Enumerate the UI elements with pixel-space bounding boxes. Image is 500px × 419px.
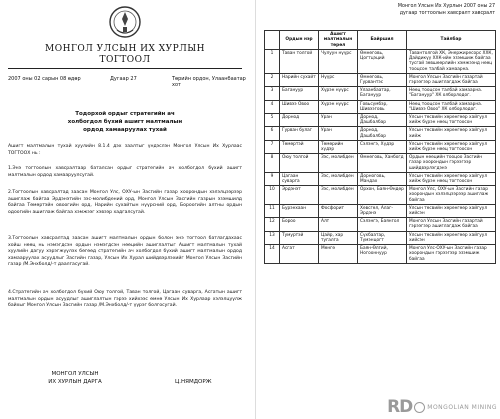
column-header-note: Тайлбар	[407, 31, 496, 50]
watermark-logo: RD	[387, 397, 413, 417]
deposits-table	[264, 30, 496, 264]
deposit-name-cell: Бурэнхаан	[280, 204, 319, 217]
mineral-type-cell: Цайр, хар тугалга	[319, 231, 358, 244]
annex-page	[255, 0, 500, 419]
mineral-type-cell: Фосфорит	[319, 204, 358, 217]
note-cell: Улсын төсвийн хөрөнгөөр хайгуул хийж	[407, 127, 496, 140]
mineral-type-cell: Хүрэн нүүрс	[319, 87, 358, 100]
row-number-cell: 6	[265, 127, 280, 140]
document-title-line2: ТОГТООЛ	[99, 55, 151, 65]
table-row	[265, 154, 496, 173]
clause-3-paragraph: 3.Тогтоолын хавсралтад заасан ашигт малтмалын ордын болон энэ тогтоол батлагдахаас хойш нөөц нь нэмэгдсэн ордын нэмэгдсэн нөөцийн ашиглалтыг Ашигт малтмалын тухай хуулийн дагуу хэрэгжүүлэх бөгөөд стратегийн ач холбогдол бүхий ашигт малтмалын ордод хамааруулах асуудлыг Засгийн газар, Улсын Их Хурал шийдвэрлэхийг Монгол Улсын Засгийн газар /М.Энхболд/-т даалгасугай.	[8, 236, 242, 268]
heading-line: холбогдол бүхий ашигт малтмалын	[67, 119, 183, 125]
mineral-type-cell: Уран	[319, 114, 358, 127]
document-number: Дугаар 27	[110, 76, 137, 82]
document-date: 2007 оны 02 сарын 08 өдөр	[8, 76, 81, 82]
clause-4-paragraph: 4.Стратегийн ач холбогдол бүхий Оюу толгой, Таван толгой, Цагаан суварга, Асгатын ашигт малтмалын ордын асуудлыг ашиглалтын гэрээ хийхээс өмнө Улсын Их Хурлаар хэлэлцүүлж байхыг Монгол Улсын Засгийн газар /М.Энхболд/-т үүрэг болгосугай.	[8, 290, 242, 309]
row-number-cell: 8	[265, 154, 280, 173]
deposit-name-cell: Дорнод	[280, 114, 319, 127]
deposit-name-cell: Гурван булаг	[280, 127, 319, 140]
column-header-location: Байршил	[358, 31, 407, 50]
note-cell: Монгол Улсын Засгийн газартай гэрээгээр ашиглагдаж байгаа	[407, 73, 496, 86]
clause-2-paragraph: 2.Тогтоолын хавсралтад заасан Монгол Улс, ОХУ-ын Засгийн газар хоорондын хэлэлцээрээр ашиглаж байгаа Эрдэнэтийн зэс-молибдений орд, Монгол Улсын Засгийн газрын эзэмшилд байгаа Төмөртэйн овоогийн орд, Нарийн сухайтын нүүрсний орд, Бороогийн алтны ордын одоогийн ашиглаж байгаа хэмжээг хэвээр хадгалсугай.	[8, 190, 242, 215]
note-cell: Ордын нөөцийн тооцоо Засгийн газар хоорондын гэрээгээр шийдвэрлэгдэнэ	[407, 154, 496, 173]
mineral-type-cell: Алт	[319, 218, 358, 231]
document-place: Төрийн ордон, Улаанбаатар хот	[172, 76, 246, 88]
mineral-type-cell: Төмөрийн хүдэр	[319, 140, 358, 153]
location-cell: Хөвсгөл, Алаг-Эрдэнэ	[358, 204, 407, 217]
mineral-type-cell: Уран	[319, 127, 358, 140]
location-cell: Орхон, Баян-Өндөр	[358, 186, 407, 205]
heading-line: Тодорхой ордыг стратегийн ач	[75, 111, 175, 117]
watermark-circle-icon	[414, 402, 425, 413]
deposit-name-cell: Нарийн сухайт	[280, 73, 319, 86]
column-header-deposit-name: Ордын нэр	[280, 31, 319, 50]
signature-name: Ц.НЯМДОРЖ	[175, 379, 212, 385]
note-cell: Улсын төсвийн хөрөнгөөр хайгуул хийсэн	[407, 231, 496, 244]
location-cell: Өмнөговь, Цогтцэций	[358, 50, 407, 74]
location-cell: Өмнөговь, Гурвантэс	[358, 73, 407, 86]
location-cell: Улаанбаатар, Багануур	[358, 87, 407, 100]
deposit-name-cell: Тумуртэй	[280, 231, 319, 244]
table-row	[265, 172, 496, 185]
deposit-name-cell: Оюу толгой	[280, 154, 319, 173]
state-emblem-icon	[108, 4, 142, 40]
table-row	[265, 218, 496, 231]
table-header-row	[265, 31, 496, 50]
row-number-cell: 14	[265, 245, 280, 264]
mineral-type-cell: Хүрэн нүүрс	[319, 100, 358, 113]
mineral-type-cell: Мөнгө	[319, 245, 358, 264]
table-row	[265, 245, 496, 264]
mineral-type-cell: Зэс, молибден	[319, 154, 358, 173]
location-cell: Говьсүмбэр, Шивээговь	[358, 100, 407, 113]
deposit-name-cell: Эрдэнэт	[280, 186, 319, 205]
annex-header	[256, 4, 500, 17]
preamble-paragraph: Ашигт малтмалын тухай хуулийн 8.1.4 дэх заалтыг үндэслэн Монгол Улсын Их Хурлаас ТОГТООХ нь :	[8, 144, 242, 156]
column-header-number	[265, 31, 280, 50]
deposit-name-cell: Шивээ Овоо	[280, 100, 319, 113]
resolution-heading	[20, 110, 230, 134]
mineral-type-cell: Нүүрс	[319, 73, 358, 86]
note-cell: Улсын төсвийн хөрөнгөөр хайгуул хийсэн	[407, 204, 496, 217]
location-cell: Баян-Өлгий, Ногооннуур	[358, 245, 407, 264]
note-cell: Нөөц тооцсон талбай хамаарна. "Шивээ Овоо" ХК олборлодог.	[407, 100, 496, 113]
signature-title-line1: МОНГОЛ УЛСЫН	[51, 371, 99, 377]
table-row	[265, 186, 496, 205]
location-cell: Сүхбаатар, Түмэнцогт	[358, 231, 407, 244]
location-cell: Дорнод, Дашбалбар	[358, 127, 407, 140]
row-number-cell: 9	[265, 172, 280, 185]
clause-1-paragraph: 1.Энэ тогтоолын хавсралтаар баталсан ордыг стратегийн ач холбогдол бүхий ашигт малтмалын ордод хамааруулсугай.	[8, 166, 242, 178]
row-number-cell: 3	[265, 87, 280, 100]
table-row	[265, 204, 496, 217]
table-row	[265, 87, 496, 100]
table-row	[265, 127, 496, 140]
row-number-cell: 4	[265, 100, 280, 113]
location-cell: Сэлэнгэ, Хүдэр	[358, 140, 407, 153]
row-number-cell: 11	[265, 204, 280, 217]
table-row	[265, 140, 496, 153]
deposit-name-cell: Таван толгой	[280, 50, 319, 74]
location-cell: Дорнод, Дашбалбар	[358, 114, 407, 127]
table-row	[265, 100, 496, 113]
note-cell: Улсын төсвийн хөрөнгөөр хайгуул хийж бүрэн нөөц тогтоосон	[407, 114, 496, 127]
mineral-type-cell: Чулуун нүүрс	[319, 50, 358, 74]
note-cell: Монгол Улс-ОХУ-ын Засгийн газар хоорондын гэрээгээр эзэмшиж байгаа	[407, 245, 496, 264]
heading-line: ордод хамааруулах тухай	[83, 127, 167, 133]
deposit-name-cell: Цагаан суварга	[280, 172, 319, 185]
row-number-cell: 2	[265, 73, 280, 86]
note-cell: Улсын төсвийн хөрөнгөөр хайгуул хийж бүрэн нөөц тогтоосон	[407, 140, 496, 153]
annex-header-line2: дугаар тогтоолын хавсралт хавсралт	[399, 10, 495, 16]
watermark	[387, 397, 497, 417]
note-cell: Монгол Улс, ОХУ-ын Засгийн газар хоорондын хэлэлцээрээр ашиглаж байгаа	[407, 186, 496, 205]
signature-title-line2: ИХ ХУРЛЫН ДАРГА	[48, 379, 102, 385]
column-header-mineral-type: Ашигт малтмалын төрөл	[319, 31, 358, 50]
note-cell: Монгол Улсын Засгийн газартай гэрээгээр ашиглагдаж байгаа	[407, 218, 496, 231]
row-number-cell: 5	[265, 114, 280, 127]
note-cell: Тавантолгой ХК, Энержиресорс ХХК, Дайдикүү ХХК-ийн эзэмшиж байгаа тусгай зөвшөөрлийн хэмжээнд нөөц тооцсон талбай хамаарна.	[407, 50, 496, 74]
mineral-type-cell: Зэс, молибден	[319, 172, 358, 185]
table-row	[265, 50, 496, 74]
deposit-name-cell: Төмөртэй	[280, 140, 319, 153]
location-cell: Өмнөговь, Ханбогд	[358, 154, 407, 173]
mineral-type-cell: Зэс, молибден	[319, 186, 358, 205]
row-number-cell: 7	[265, 140, 280, 153]
table-body	[265, 50, 496, 264]
deposit-name-cell: Асгат	[280, 245, 319, 264]
deposit-name-cell: Бороо	[280, 218, 319, 231]
signature-title	[30, 370, 120, 386]
location-cell: Сэлэнгэ, Баянгол	[358, 218, 407, 231]
title-divider	[8, 68, 242, 69]
annex-header-line1: Монгол Улсын Их Хурлын 2007 оны 27	[397, 4, 495, 9]
note-cell: Нөөц тооцсон талбай хамаарна. "Багануур" ХК олборлодог.	[407, 87, 496, 100]
table-row	[265, 73, 496, 86]
row-number-cell: 1	[265, 50, 280, 74]
row-number-cell: 12	[265, 218, 280, 231]
location-cell: Дорноговь, Мандах	[358, 172, 407, 185]
watermark-text: MONGOLIAN MINING	[427, 403, 497, 411]
deposit-name-cell: Багануур	[280, 87, 319, 100]
table-row	[265, 231, 496, 244]
document-title-line1: МОНГОЛ УЛСЫН ИХ ХУРЛЫН	[45, 44, 205, 54]
row-number-cell: 13	[265, 231, 280, 244]
note-cell: Улсын төсвийн хөрөнгөөр хайгуул хийж бүрэн нөөц тогтоосон	[407, 172, 496, 185]
table-row	[265, 114, 496, 127]
row-number-cell: 10	[265, 186, 280, 205]
